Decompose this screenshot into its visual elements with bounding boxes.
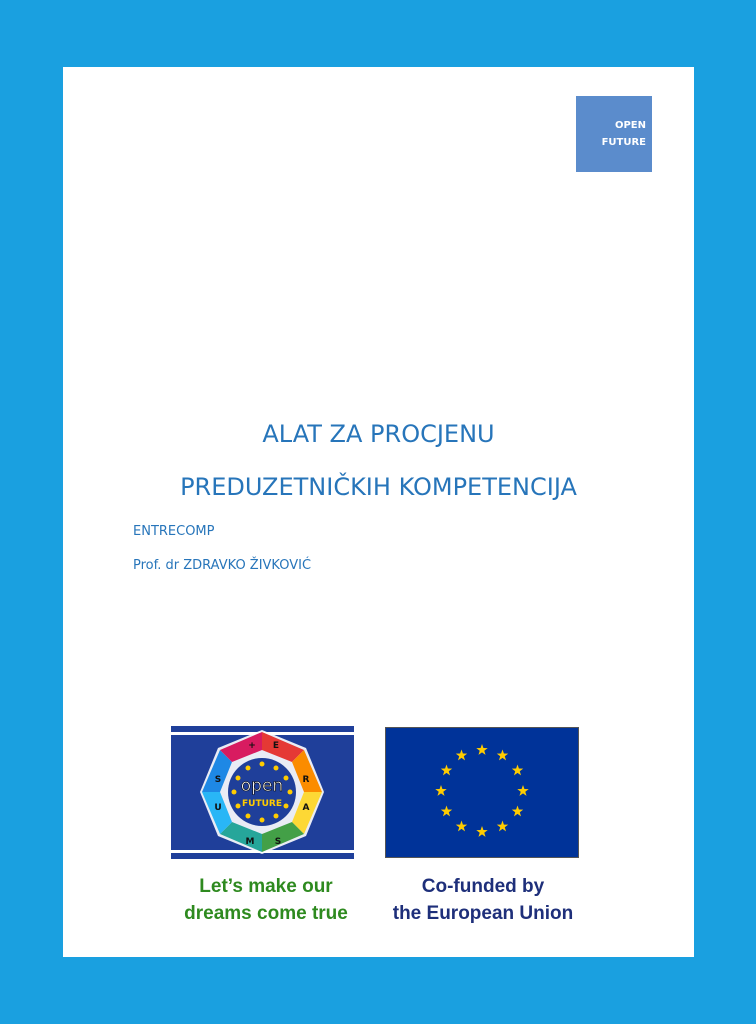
eu-flag-logo <box>385 727 579 858</box>
title-line-1: ALAT ZA PROCJENU <box>262 420 495 448</box>
eu-cofunded-tagline <box>370 873 596 927</box>
tagline-left-line-2: dreams come true <box>184 903 348 924</box>
logo-letter-1: + <box>248 741 256 751</box>
logo-letter-8: S <box>214 775 222 785</box>
logo-letter-7: U <box>214 803 222 813</box>
logo-letter-2: E <box>272 741 280 751</box>
open-future-tagline <box>159 873 373 927</box>
badge-line-2: FUTURE <box>601 137 646 148</box>
logo-letter-6: M <box>245 837 255 847</box>
framework-name: ENTRECOMP <box>133 524 215 539</box>
logo-letter-4: A <box>302 803 310 813</box>
badge-line-1: OPEN <box>614 120 646 131</box>
logo-center-text-1: open <box>240 776 284 796</box>
open-future-badge <box>576 96 652 172</box>
open-future-logo <box>171 726 354 859</box>
logo-letter-3: R <box>302 775 310 785</box>
tagline-right-line-2: the European Union <box>392 903 574 924</box>
logo-letter-5: S <box>274 837 282 847</box>
tagline-right-line-1: Co-funded by <box>421 876 545 897</box>
logo-center-text-2: FUTURE <box>242 799 282 809</box>
cover-page <box>63 67 694 957</box>
title-line-2: PREDUZETNIČKIH KOMPETENCIJA <box>180 473 577 501</box>
tagline-left-line-1: Let’s make our <box>199 876 333 897</box>
author-name: Prof. dr ZDRAVKO ŽIVKOVIĆ <box>133 558 312 573</box>
